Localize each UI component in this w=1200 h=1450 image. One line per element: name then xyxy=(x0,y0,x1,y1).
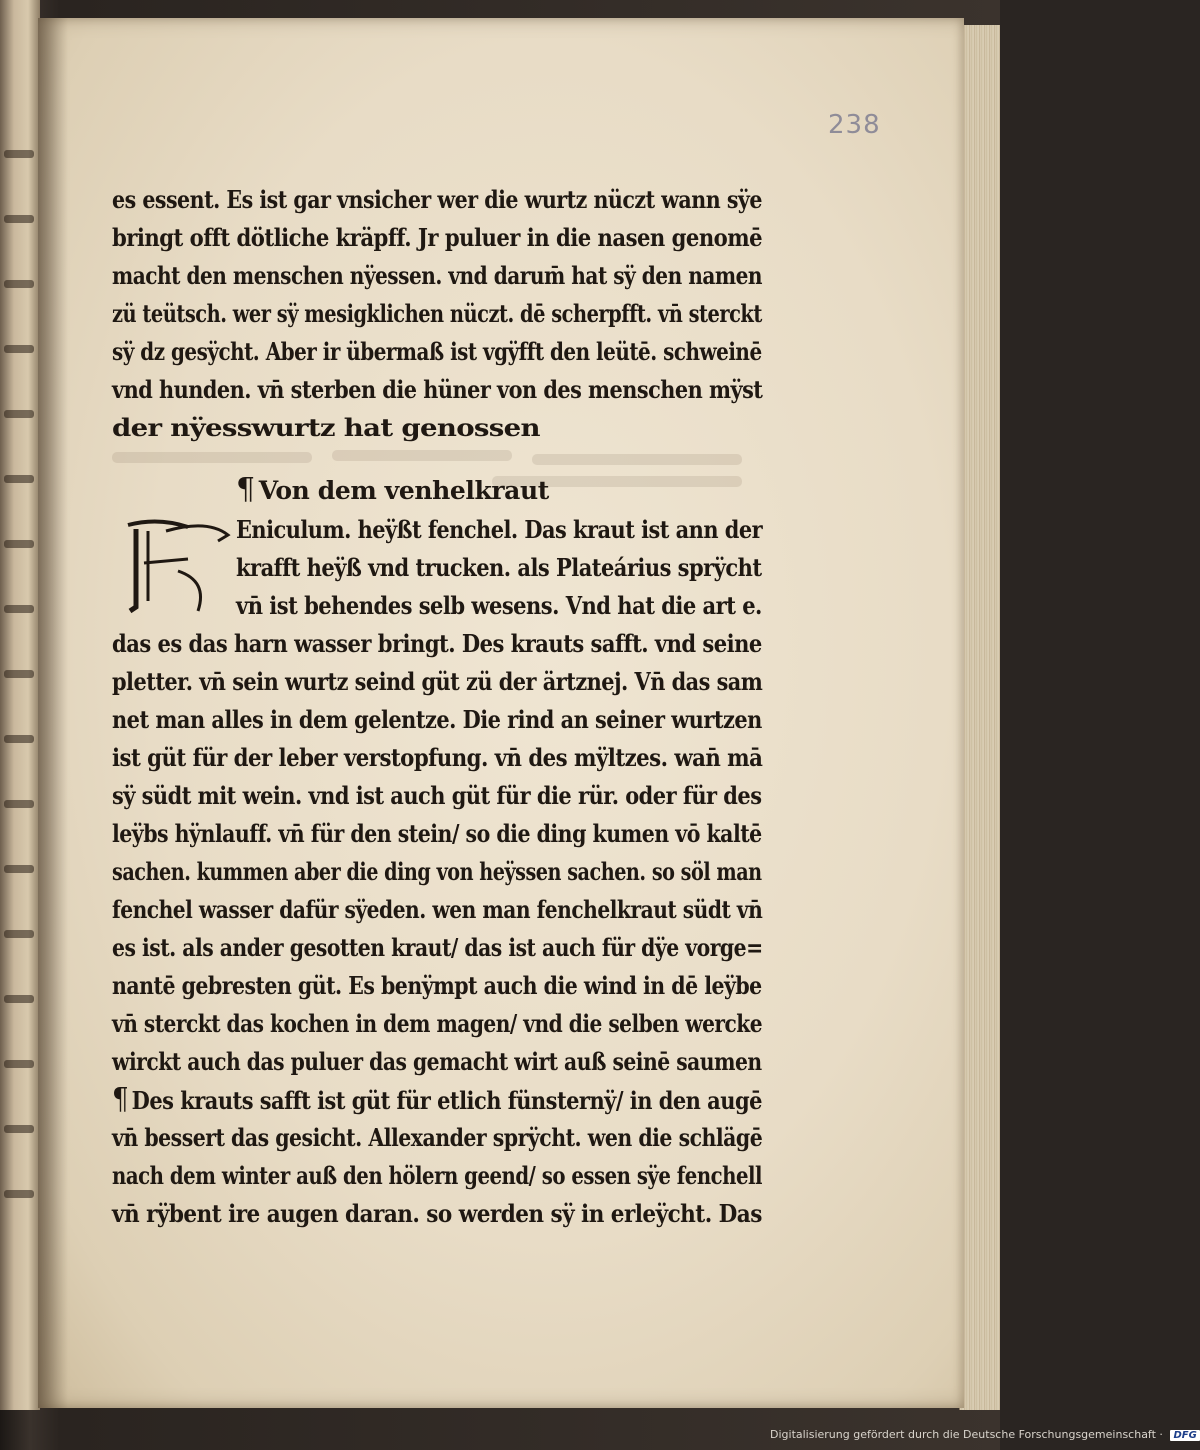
text-line: vn̄ bessert das gesicht. Allexander sprÿcht. wen die schlägē xyxy=(112,1123,763,1152)
text-line: sachen. kummen aber die ding von heÿssen sachen. so söl man xyxy=(112,857,762,886)
dfg-logo: DFG xyxy=(1170,1430,1199,1441)
text-line: zü teütsch. wer sÿ mesigklichen nüczt. dē scherpfft. vn̄ sterckt xyxy=(112,299,762,328)
text-line: leÿbs hÿnlauff. vn̄ für den stein/ so die ding kumen vō kaltē xyxy=(112,819,762,848)
credit-text: Digitalisierung gefördert durch die Deutsche Forschungsgemeinschaft xyxy=(770,1428,1156,1441)
text-line: Eniculum. heÿßt fenchel. Das kraut ist ann der xyxy=(236,515,763,544)
text-line: ist güt für der leber verstopfung. vn̄ des mÿltzes. wan̄ mā xyxy=(112,743,763,772)
text-line: sÿ dz gesÿcht. Aber ir übermaß ist vgÿfft den leütē. schweinē xyxy=(112,337,762,366)
text-line: es ist. als ander gesotten kraut/ das ist auch für dÿe vorge= xyxy=(112,933,763,962)
text-line: vnd hunden. vn̄ sterben die hüner von des menschen mÿst xyxy=(112,375,763,404)
text-line: nach dem winter auß den hölern geend/ so essen sÿe fenchell xyxy=(112,1161,763,1190)
text-line: net man alles in dem gelentze. Die rind an seiner wurtzen xyxy=(112,705,762,734)
text-line: es essent. Es ist gar vnsicher wer die wurtz nüczt wann sÿe xyxy=(112,185,762,214)
text-line: das es das harn wasser bringt. Des krauts safft. vnd seine xyxy=(112,629,762,658)
pilcrow-mark: ¶ xyxy=(112,1082,129,1117)
digitization-credit: Digitalisierung gefördert durch die Deutsche Forschungsgemeinschaft · DFG xyxy=(770,1428,1200,1441)
folio-number: 238 xyxy=(828,110,881,140)
pilcrow-mark: ¶ xyxy=(236,472,255,507)
gutter-shadow xyxy=(38,18,68,1408)
text-line: vn̄ sterckt das kochen in dem magen/ vnd die selben wercke xyxy=(112,1009,763,1038)
text-line: sÿ südt mit wein. vnd ist auch güt für die rür. oder für des xyxy=(112,781,762,810)
page-stack-edge xyxy=(959,25,1000,1410)
text-line: krafft heÿß vnd trucken. als Plateárius sprÿcht xyxy=(236,553,762,582)
text-line-content: Des krauts safft ist güt für etlich fünsternÿ/ in den augē xyxy=(131,1086,762,1115)
text-line: macht den menschen nÿessen. vnd darum̄ hat sÿ den namen xyxy=(112,261,763,290)
section-heading xyxy=(236,472,549,507)
left-page-edge xyxy=(0,0,40,1410)
text-line: nantē gebresten güt. Es benÿmpt auch die wind in dē leÿbe xyxy=(112,971,762,1000)
text-line: bringt offt dötliche kräpff. Jr puluer in die nasen genomē xyxy=(112,223,763,252)
decorated-initial xyxy=(118,511,238,619)
text-line: fenchel wasser dafür sÿeden. wen man fenchelkraut südt vn̄ xyxy=(112,895,763,924)
text-line: vn̄ rÿbent ire augen daran. so werden sÿ in erleÿcht. Das xyxy=(112,1199,762,1228)
text-line: der nÿesswurtz hat genossen xyxy=(112,413,540,442)
text-line: vn̄ ist behendes selb wesens. Vnd hat die art e. xyxy=(236,591,762,620)
text-line: wirckt auch das puluer das gemacht wirt auß seinē saumen xyxy=(112,1047,762,1076)
heading-text: Von dem venhelkraut xyxy=(258,476,549,505)
text-line: pletter. vn̄ sein wurtz seind güt zü der ärtznej. Vn̄ das sam xyxy=(112,667,763,696)
text-line xyxy=(112,1082,762,1117)
